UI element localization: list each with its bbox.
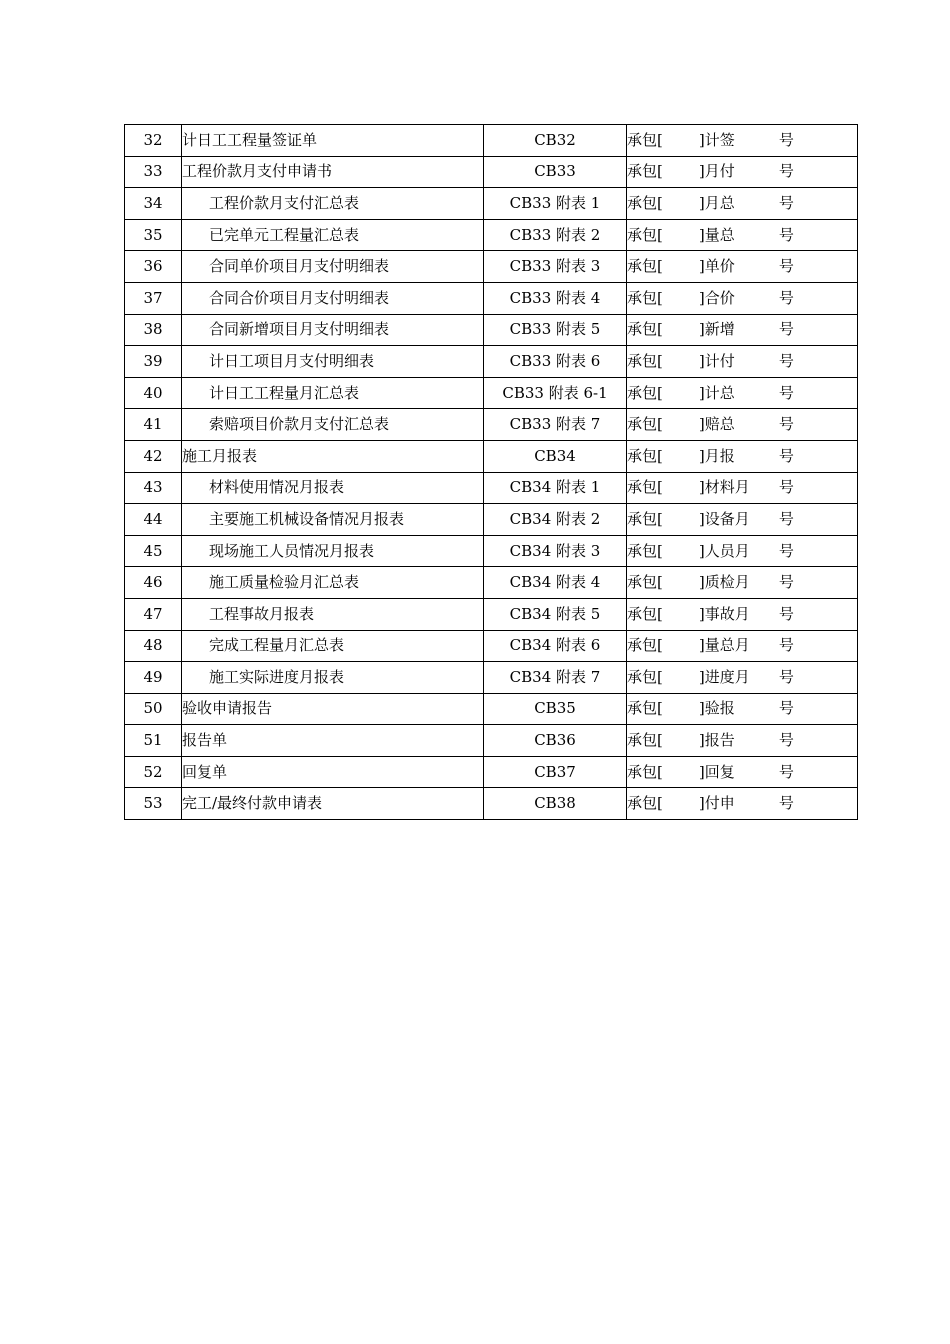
row-number: 53 <box>125 788 182 820</box>
form-code: CB34 附表 4 <box>484 567 627 599</box>
table-row <box>125 409 858 441</box>
ref-prefix: 承包[ <box>627 762 663 781</box>
table-row <box>125 156 858 188</box>
form-name: 工程价款月支付申请书 <box>182 156 484 188</box>
form-code: CB33 附表 7 <box>484 409 627 441</box>
ref-prefix: 承包[ <box>627 699 663 718</box>
reference-number-format <box>627 472 858 504</box>
table-row <box>125 725 858 757</box>
ref-prefix: 承包[ <box>627 636 663 655</box>
form-name: 已完单元工程量汇总表 <box>182 219 484 251</box>
form-code: CB33 <box>484 156 627 188</box>
ref-type: ]计签 <box>698 130 735 149</box>
ref-prefix: 承包[ <box>627 541 663 560</box>
form-name: 合同单价项目月支付明细表 <box>182 251 484 283</box>
row-number: 47 <box>125 598 182 630</box>
table-row <box>125 188 858 220</box>
form-name: 工程事故月报表 <box>182 598 484 630</box>
ref-suffix: 号 <box>778 162 794 181</box>
form-code: CB38 <box>484 788 627 820</box>
ref-suffix: 号 <box>778 446 794 465</box>
ref-type: ]事故月 <box>698 604 750 623</box>
reference-number-format <box>627 314 858 346</box>
reference-number-format <box>627 504 858 536</box>
row-number: 34 <box>125 188 182 220</box>
table-row <box>125 756 858 788</box>
ref-prefix: 承包[ <box>627 162 663 181</box>
form-name: 施工质量检验月汇总表 <box>182 567 484 599</box>
form-name: 主要施工机械设备情况月报表 <box>182 504 484 536</box>
reference-number-format <box>627 377 858 409</box>
ref-prefix: 承包[ <box>627 193 663 212</box>
row-number: 35 <box>125 219 182 251</box>
table-row <box>125 219 858 251</box>
table-row <box>125 504 858 536</box>
form-name: 施工实际进度月报表 <box>182 662 484 694</box>
reference-number-format <box>627 188 858 220</box>
form-name: 现场施工人员情况月报表 <box>182 535 484 567</box>
form-name: 合同合价项目月支付明细表 <box>182 282 484 314</box>
reference-number-format <box>627 440 858 472</box>
table-row <box>125 282 858 314</box>
ref-prefix: 承包[ <box>627 731 663 750</box>
form-code: CB34 附表 2 <box>484 504 627 536</box>
ref-type: ]新增 <box>698 320 735 339</box>
form-name: 材料使用情况月报表 <box>182 472 484 504</box>
ref-type: ]计付 <box>698 351 735 370</box>
form-name: 验收申请报告 <box>182 693 484 725</box>
form-name: 合同新增项目月支付明细表 <box>182 314 484 346</box>
reference-number-format <box>627 156 858 188</box>
ref-prefix: 承包[ <box>627 225 663 244</box>
ref-type: ]质检月 <box>698 573 750 592</box>
ref-suffix: 号 <box>778 604 794 623</box>
reference-number-format <box>627 693 858 725</box>
ref-suffix: 号 <box>778 509 794 528</box>
reference-number-format <box>627 725 858 757</box>
row-number: 52 <box>125 756 182 788</box>
row-number: 38 <box>125 314 182 346</box>
ref-type: ]计总 <box>698 383 735 402</box>
table-row <box>125 251 858 283</box>
form-name: 索赔项目价款月支付汇总表 <box>182 409 484 441</box>
form-code: CB37 <box>484 756 627 788</box>
ref-suffix: 号 <box>778 351 794 370</box>
ref-type: ]进度月 <box>698 667 750 686</box>
reference-number-format <box>627 535 858 567</box>
row-number: 44 <box>125 504 182 536</box>
form-code: CB33 附表 2 <box>484 219 627 251</box>
form-code: CB34 附表 5 <box>484 598 627 630</box>
table-row <box>125 693 858 725</box>
form-code: CB34 <box>484 440 627 472</box>
form-name: 报告单 <box>182 725 484 757</box>
form-name: 回复单 <box>182 756 484 788</box>
reference-number-format <box>627 282 858 314</box>
reference-number-format <box>627 567 858 599</box>
form-name: 工程价款月支付汇总表 <box>182 188 484 220</box>
row-number: 51 <box>125 725 182 757</box>
ref-type: ]报告 <box>698 731 735 750</box>
ref-type: ]材料月 <box>698 478 750 497</box>
row-number: 36 <box>125 251 182 283</box>
row-number: 46 <box>125 567 182 599</box>
form-code: CB36 <box>484 725 627 757</box>
ref-suffix: 号 <box>778 288 794 307</box>
ref-suffix: 号 <box>778 257 794 276</box>
form-name: 施工月报表 <box>182 440 484 472</box>
ref-type: ]月报 <box>698 446 735 465</box>
row-number: 40 <box>125 377 182 409</box>
ref-prefix: 承包[ <box>627 794 663 813</box>
reference-number-format <box>627 125 858 157</box>
reference-number-format <box>627 598 858 630</box>
ref-prefix: 承包[ <box>627 573 663 592</box>
ref-suffix: 号 <box>778 731 794 750</box>
table-row <box>125 788 858 820</box>
ref-prefix: 承包[ <box>627 257 663 276</box>
ref-suffix: 号 <box>778 541 794 560</box>
form-code: CB33 附表 6 <box>484 346 627 378</box>
row-number: 45 <box>125 535 182 567</box>
ref-suffix: 号 <box>778 478 794 497</box>
form-name: 计日工工程量签证单 <box>182 125 484 157</box>
ref-prefix: 承包[ <box>627 446 663 465</box>
ref-prefix: 承包[ <box>627 320 663 339</box>
row-number: 33 <box>125 156 182 188</box>
ref-type: ]验报 <box>698 699 735 718</box>
ref-suffix: 号 <box>778 762 794 781</box>
ref-prefix: 承包[ <box>627 478 663 497</box>
ref-type: ]设备月 <box>698 509 750 528</box>
ref-type: ]合价 <box>698 288 735 307</box>
ref-prefix: 承包[ <box>627 288 663 307</box>
table-row <box>125 535 858 567</box>
form-code: CB34 附表 7 <box>484 662 627 694</box>
form-code: CB33 附表 6-1 <box>484 377 627 409</box>
table-row <box>125 472 858 504</box>
ref-prefix: 承包[ <box>627 383 663 402</box>
form-code: CB34 附表 1 <box>484 472 627 504</box>
ref-prefix: 承包[ <box>627 509 663 528</box>
ref-suffix: 号 <box>778 667 794 686</box>
row-number: 39 <box>125 346 182 378</box>
ref-suffix: 号 <box>778 794 794 813</box>
form-code: CB33 附表 5 <box>484 314 627 346</box>
ref-suffix: 号 <box>778 320 794 339</box>
ref-prefix: 承包[ <box>627 667 663 686</box>
row-number: 32 <box>125 125 182 157</box>
form-name: 完成工程量月汇总表 <box>182 630 484 662</box>
form-name: 完工/最终付款申请表 <box>182 788 484 820</box>
ref-type: ]回复 <box>698 762 735 781</box>
table-row <box>125 598 858 630</box>
ref-prefix: 承包[ <box>627 130 663 149</box>
form-code: CB32 <box>484 125 627 157</box>
reference-number-format <box>627 251 858 283</box>
form-code: CB34 附表 3 <box>484 535 627 567</box>
ref-suffix: 号 <box>778 383 794 402</box>
ref-suffix: 号 <box>778 699 794 718</box>
table-row <box>125 377 858 409</box>
row-number: 41 <box>125 409 182 441</box>
reference-number-format <box>627 756 858 788</box>
ref-suffix: 号 <box>778 225 794 244</box>
row-number: 37 <box>125 282 182 314</box>
ref-suffix: 号 <box>778 193 794 212</box>
ref-suffix: 号 <box>778 636 794 655</box>
reference-number-format <box>627 788 858 820</box>
form-name: 计日工工程量月汇总表 <box>182 377 484 409</box>
reference-number-format <box>627 346 858 378</box>
form-code: CB33 附表 3 <box>484 251 627 283</box>
row-number: 49 <box>125 662 182 694</box>
reference-number-format <box>627 630 858 662</box>
table-row <box>125 567 858 599</box>
form-code: CB35 <box>484 693 627 725</box>
reference-number-format <box>627 662 858 694</box>
row-number: 48 <box>125 630 182 662</box>
ref-suffix: 号 <box>778 130 794 149</box>
table-row <box>125 314 858 346</box>
ref-suffix: 号 <box>778 573 794 592</box>
form-code: CB34 附表 6 <box>484 630 627 662</box>
row-number: 42 <box>125 440 182 472</box>
reference-number-format <box>627 219 858 251</box>
form-name: 计日工项目月支付明细表 <box>182 346 484 378</box>
ref-suffix: 号 <box>778 415 794 434</box>
ref-type: ]量总 <box>698 225 735 244</box>
table-row <box>125 630 858 662</box>
ref-type: ]量总月 <box>698 636 750 655</box>
table-row <box>125 346 858 378</box>
ref-type: ]月总 <box>698 193 735 212</box>
form-code: CB33 附表 1 <box>484 188 627 220</box>
row-number: 50 <box>125 693 182 725</box>
form-index-table <box>124 124 858 820</box>
ref-prefix: 承包[ <box>627 415 663 434</box>
ref-type: ]月付 <box>698 162 735 181</box>
form-code: CB33 附表 4 <box>484 282 627 314</box>
table-row <box>125 662 858 694</box>
table-row <box>125 440 858 472</box>
table-row <box>125 125 858 157</box>
row-number: 43 <box>125 472 182 504</box>
ref-type: ]赔总 <box>698 415 735 434</box>
ref-prefix: 承包[ <box>627 351 663 370</box>
table-body <box>125 125 858 820</box>
ref-type: ]人员月 <box>698 541 750 560</box>
ref-prefix: 承包[ <box>627 604 663 623</box>
reference-number-format <box>627 409 858 441</box>
ref-type: ]单价 <box>698 257 735 276</box>
ref-type: ]付申 <box>698 794 735 813</box>
